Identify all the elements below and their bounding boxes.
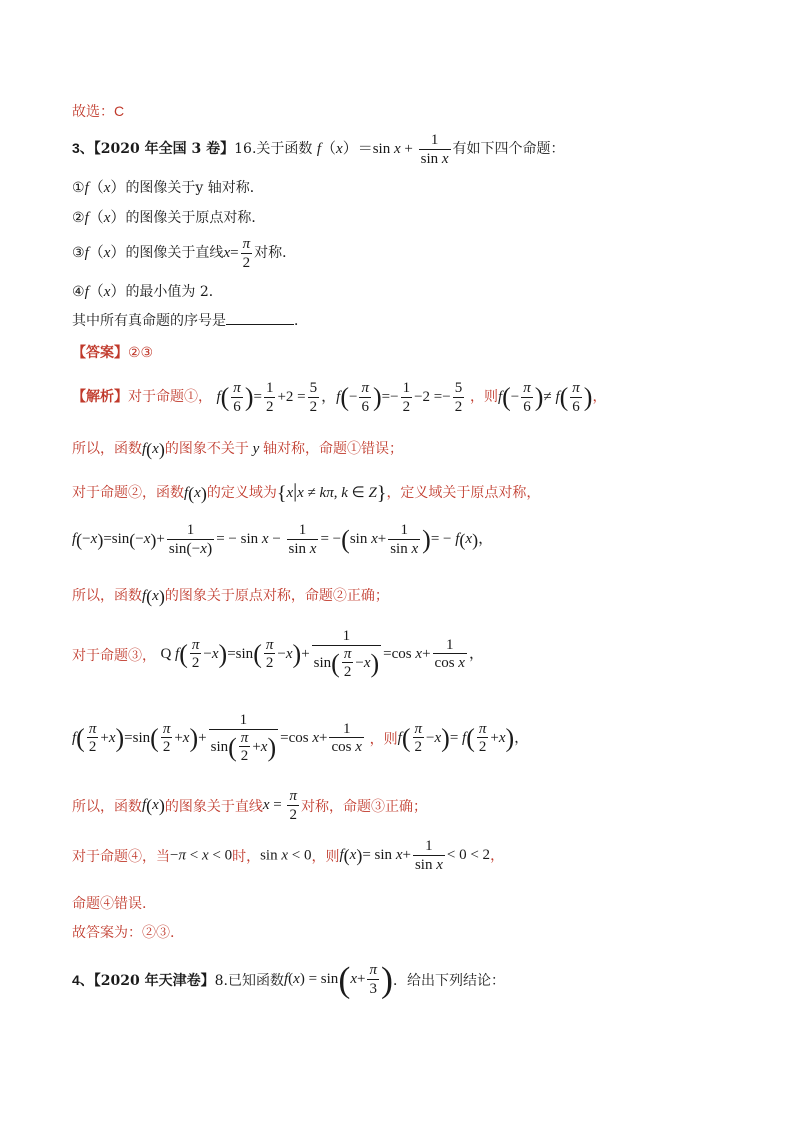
answer-blank	[226, 312, 294, 325]
analysis-line-7: f( $\frac{\pi}{2}$ +x)=sin( $\frac{\pi}{2}$ +x)+ 1 sin( $\frac{\pi}{2}$ +x) =cos x+ $\frac{1}{\text{cos x}}$ ，则f( $\frac{\pi}{2}$ −x)= f( $\frac{\pi}{2}$ +x)，	[72, 712, 529, 764]
answer-tag: 【答案】	[72, 345, 128, 361]
analysis-8-mid: 的图象关于直线	[164, 798, 263, 815]
analysis-1-formula-b: f(− $\frac{\pi}{6}$ )≠ f( $\frac{\pi}{6}$ )	[497, 380, 593, 415]
q3-prop-2-text: 的图像关于原点对称．	[125, 210, 266, 226]
q3-prop-3-text-a: 的图像关于直线	[125, 245, 224, 262]
q3-answer	[72, 342, 153, 362]
analysis-line-3: 对于命题②，函数f(x)的定义域为{x|x ≠ kπ, k ∈ Z}，定义域关于原点对称，	[72, 480, 541, 505]
q3-stem-b: 有如下四个命题：	[452, 141, 565, 158]
q3-function-formula: f（x）＝sin x + $\frac{1}{\text{sin x}}$	[316, 132, 449, 167]
analysis-11-text: 故答案为：②③.	[72, 925, 175, 941]
q3-number: 3、	[72, 140, 94, 157]
answer-choice-line	[72, 101, 124, 121]
analysis-1-lead: 对于命题①，	[128, 389, 212, 406]
analysis-line-2: 所以，函数f(x)的图象不关于 y 轴对称，命题①错误；	[72, 439, 404, 460]
analysis-7-tail: ，则	[369, 731, 398, 748]
analysis-line-4-formula: f(−x)=sin(−x)+ $\frac{1}{\sin(-x)}$ = − sin x − $\frac{1}{\text{sin x}}$ = −(sin x+ $\frac{1}{\text{sin x}}$ )= − f(x)，	[72, 522, 494, 558]
answer-choice-text: 故选：C	[72, 103, 125, 119]
q3-stem-a: 16.关于函数	[234, 141, 313, 158]
analysis-3-mid: 的定义域为	[206, 485, 277, 501]
q4-source: 【2020 年天津卷】	[93, 973, 215, 989]
analysis-line-1: 【解析】对于命题①， f( $\frac{\pi}{6}$ )= $\frac{1}{2}$ +2 = $\frac{5}{2}$ ，f(− $\frac{\pi}{6}$ )=− $\frac{1}{2}$ −2 =− $\frac{5}{2}$ ，则f(− $\frac{\pi}{6}$ )≠ f( $\frac{\pi}{6}$ )，	[72, 380, 607, 415]
q4-stem	[72, 962, 505, 998]
analysis-5-tail: 的图象关于原点对称，命题②正确；	[164, 588, 389, 604]
analysis-7-formula-b: f( $\frac{\pi}{2}$ −x)= f( $\frac{\pi}{2}$ +x)	[397, 720, 515, 756]
analysis-7-formula: f( $\frac{\pi}{2}$ +x)=sin( $\frac{\pi}{2}$ +x)+ 1 sin( $\frac{\pi}{2}$ +x) =cos x+ $\frac{1}{\text{cos x}}$	[72, 712, 362, 764]
q4-stem-b: ．给出下列结论：	[392, 973, 505, 989]
q4-stem-a: 8.已知函数	[214, 973, 284, 989]
analysis-line-6	[72, 628, 484, 681]
analysis-line-11	[72, 922, 174, 942]
analysis-8-tail: 对称，命题③正确；	[301, 798, 427, 815]
q3-ask	[72, 310, 308, 330]
analysis-9-mid2: ，则	[311, 848, 340, 865]
analysis-8-lead: 所以，函数	[72, 798, 142, 815]
q3-stem	[72, 132, 565, 168]
analysis-9-mid: 时，	[232, 848, 261, 865]
q3-ask-text: 其中所有真命题的序号是	[72, 313, 226, 329]
q4-function-formula: f(x) = sin(x+ $\frac{\pi}{3}$ )	[284, 960, 393, 1000]
analysis-2-mid: 的图象不关于	[164, 441, 249, 457]
analysis-line-8: 所以，函数f(x)的图象关于直线x = $\frac{\pi}{2}$ 对称，命题③正确；	[72, 788, 427, 823]
analysis-1-tail: ，则	[469, 389, 498, 406]
analysis-2-lead: 所以，函数	[72, 441, 142, 457]
analysis-2-tail: 轴对称，命题①错误；	[263, 441, 404, 457]
analysis-6-formula: Q f( $\frac{\pi}{2}$ −x)=sin( $\frac{\pi}{2}$ −x)+ 1 sin( $\frac{\pi}{2}$ −x) =cos x+ $\frac{1}{\text{cos x}}$ ，	[160, 628, 484, 680]
q3-prop-1: ①f（x）的图像关于y 轴对称．	[72, 180, 264, 196]
q3-prop-2: ②f（x）的图像关于原点对称．	[72, 210, 266, 226]
analysis-6-lead: 对于命题③，	[72, 647, 156, 664]
q3-prop-4: ④f（x）的最小值为 2．	[72, 284, 223, 300]
domain-set: {x|x ≠ kπ, k ∈ Z}	[276, 480, 387, 505]
q3-prop-3: ③f（x）的图像关于直线x= $\frac{\pi}{2}$ 对称．	[72, 236, 297, 271]
analysis-1-formula: f( $\frac{\pi}{6}$ )= $\frac{1}{2}$ +2 = $\frac{5}{2}$ ，f(− $\frac{\pi}{6}$ )=− $\frac{1}{2}$ −2 =− $\frac{5}{2}$	[216, 380, 463, 415]
analysis-10-text: 命题④错误.	[72, 896, 147, 912]
analysis-line-10	[72, 893, 146, 913]
analysis-5-lead: 所以，函数	[72, 588, 142, 604]
analysis-tag: 【解析】	[72, 389, 128, 406]
q3-prop-3-text-b: 对称．	[254, 245, 297, 262]
analysis-line-5: 所以，函数f(x)的图象关于原点对称，命题②正确；	[72, 586, 389, 607]
analysis-3-lead: 对于命题②，函数	[72, 485, 184, 501]
q4-number: 4、	[72, 972, 94, 988]
q3-ask-end: ．	[294, 313, 308, 329]
q3-source: 【2020 年全国 3 卷】	[93, 141, 235, 158]
analysis-line-9: 对于命题④，当−π < x < 0时，sin x < 0，则f(x)= sin x+ $\frac{1}{\text{sin x}}$ < 0 < 2，	[72, 838, 505, 873]
analysis-9-lead: 对于命题④，当	[72, 848, 170, 865]
q3-prop-4-text: 的最小值为 2．	[125, 284, 223, 300]
analysis-3-tail: ，定义域关于原点对称，	[386, 485, 541, 501]
answer-value: ②③	[128, 345, 154, 361]
q3-prop-1-text: 的图像关于y 轴对称．	[125, 180, 264, 196]
